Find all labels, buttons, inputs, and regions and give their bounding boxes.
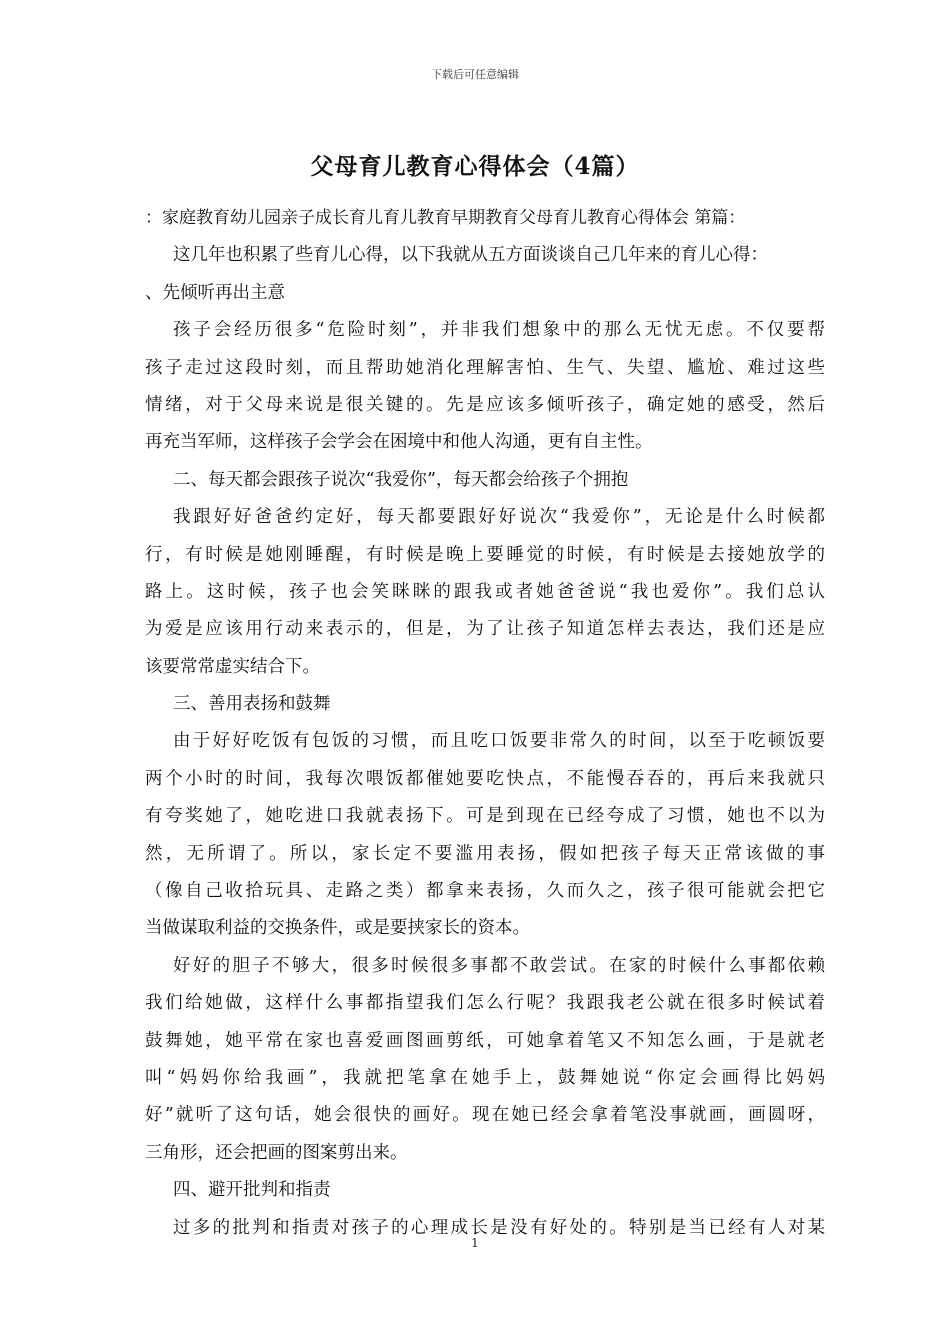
paragraph-line: 鼓舞她，她平常在家也喜爱画图画剪纸，可她拿着笔又不知怎么画，于是就老 xyxy=(145,1030,825,1051)
paragraph-line: 路上。这时候，孩子也会笑眯眯的跟我或者她爸爸说“我也爱你”。我们总认 xyxy=(145,581,825,602)
page-header: 下载后可任意编辑 xyxy=(431,68,519,81)
paragraph-line: 由于好好吃饭有包饭的习惯，而且吃口饭要非常久的时间，以至于吃顿饭要 xyxy=(173,731,825,752)
paragraph-line: 三角形，还会把画的图案剪出来。 xyxy=(145,1142,408,1163)
keywords-line: ：家庭教育幼儿园亲子成长育儿育儿教育早期教育父母育儿教育心得体会 第篇： xyxy=(145,208,746,228)
paragraph-line: 当做谋取利益的交换条件，或是要挟家长的资本。 xyxy=(145,918,530,939)
paragraph-line: 该要常常虚实结合下。 xyxy=(145,656,320,677)
paragraph-line: 为爱是应该用行动来表示的，但是，为了让孩子知道怎样去表达，我们还是应 xyxy=(145,619,825,640)
paragraph-line: （像自己收拾玩具、走路之类）都拿来表扬，久而久之，孩子很可能就会把它 xyxy=(145,881,825,902)
section-heading-2: 二、每天都会跟孩子说次“我爱你”，每天都会给孩子个拥抱 xyxy=(173,469,629,490)
paragraph-line: 过多的批判和指责对孩子的心理成长是没有好处的。特别是当已经有人对某 xyxy=(173,1217,825,1238)
page-number: 1 xyxy=(471,1236,479,1250)
section-heading-3: 三、善用表扬和鼓舞 xyxy=(173,694,331,715)
paragraph-line: 叫“妈妈你给我画”，我就把笔拿在她手上，鼓舞她说“你定会画得比妈妈 xyxy=(145,1067,825,1088)
paragraph-line: 行，有时候是她刚睡醒，有时候是晚上要睡觉的时候，有时候是去接她放学的 xyxy=(145,544,825,565)
section-heading-4: 四、避开批判和指责 xyxy=(173,1180,331,1201)
intro-line: 这几年也积累了些育儿心得，以下我就从五方面谈谈自己几年来的育儿心得： xyxy=(173,245,768,266)
paragraph-line: 孩子走过这段时刻，而且帮助她消化理解害怕、生气、失望、尴尬、难过这些 xyxy=(145,357,825,378)
paragraph-line: 两个小时的时间，我每次喂饭都催她要吃快点，不能慢吞吞的，再后来我就只 xyxy=(145,768,825,789)
paragraph-line: 好”就听了这句话，她会很快的画好。现在她已经会拿着笔没事就画，画圆呀， xyxy=(145,1105,825,1126)
paragraph-line: 孩子会经历很多“危险时刻”，并非我们想象中的那么无忧无虑。不仅要帮 xyxy=(173,320,825,341)
document-title: 父母育儿教育心得体会（4篇） xyxy=(310,153,640,180)
section-heading-1: 、先倾听再出主意 xyxy=(145,282,285,303)
paragraph-line: 情绪，对于父母来说是很关键的。先是应该多倾听孩子，确定她的感受，然后 xyxy=(145,394,825,415)
paragraph-line: 好好的胆子不够大，很多时候很多事都不敢尝试。在家的时候什么事都依赖 xyxy=(173,955,825,976)
paragraph-line: 然，无所谓了。所以，家长定不要滥用表扬，假如把孩子每天正常该做的事 xyxy=(145,843,825,864)
paragraph-line: 再充当军师，这样孩子会学会在困境中和他人沟通，更有自主性。 xyxy=(145,432,653,453)
document-body xyxy=(145,200,825,1247)
paragraph-line: 我跟好好爸爸约定好，每天都要跟好好说次“我爱你”，无论是什么时候都 xyxy=(173,507,825,528)
paragraph-line: 我们给她做，这样什么事都指望我们怎么行呢？我跟我老公就在很多时候试着 xyxy=(145,993,825,1014)
paragraph-line: 有夸奖她了，她吃进口我就表扬下。可是到现在已经夸成了习惯，她也不以为 xyxy=(145,806,825,827)
